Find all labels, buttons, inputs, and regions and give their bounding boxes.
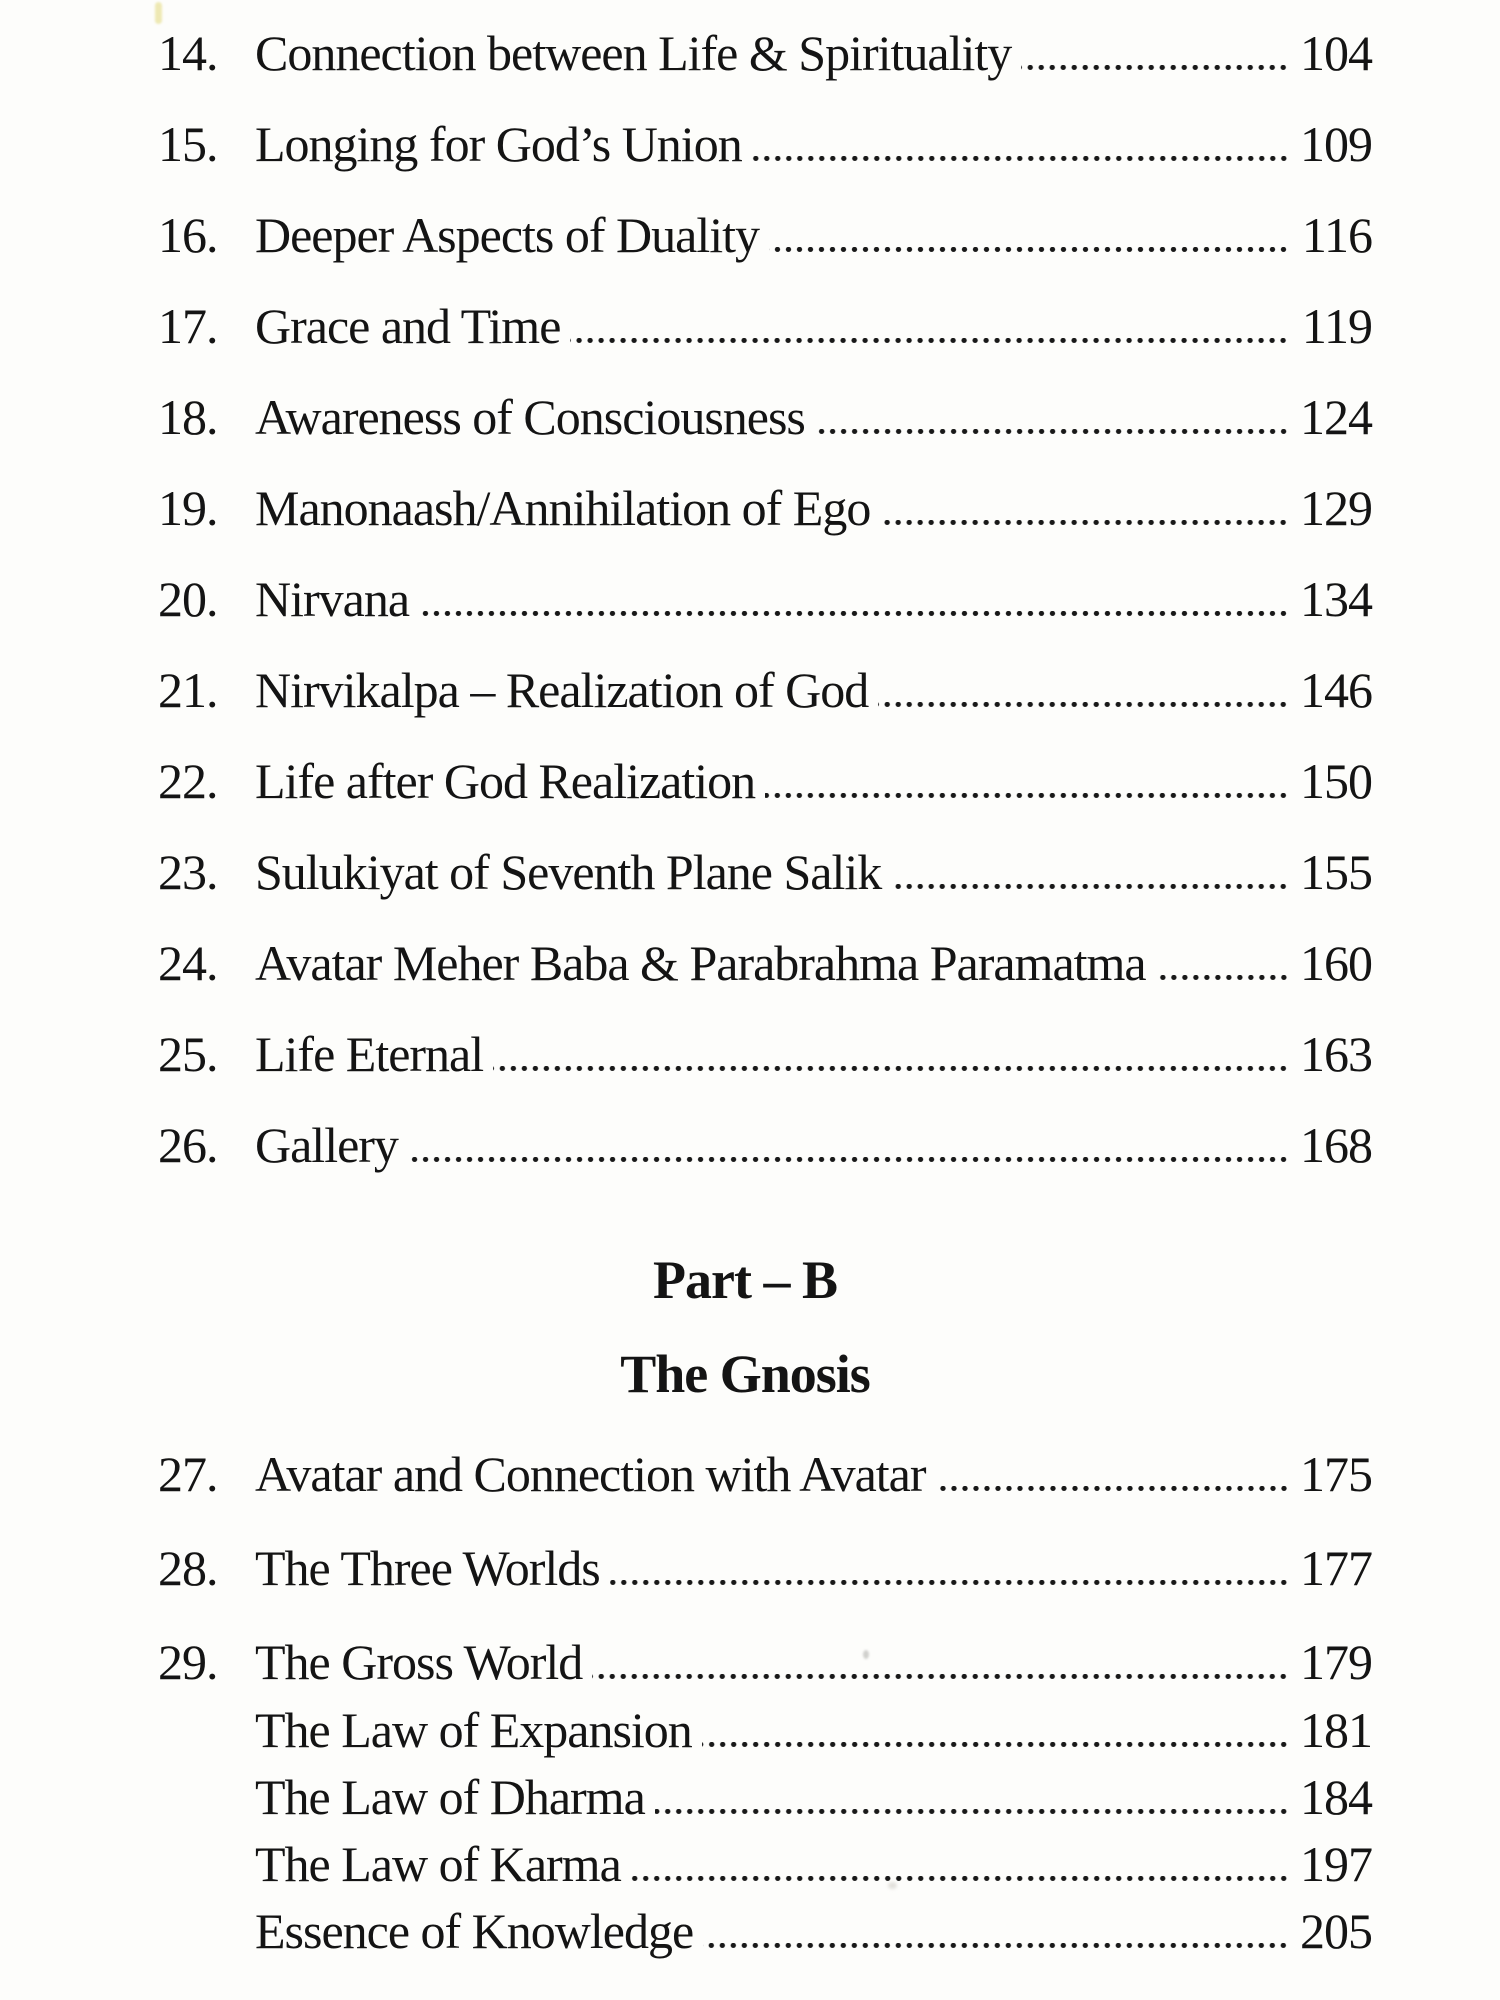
- entry-page-number: 155: [1300, 844, 1372, 900]
- toc-sub-entry: [158, 1697, 1372, 1764]
- toc-part-b-list: [158, 1427, 1372, 1709]
- entry-page-number: 146: [1300, 662, 1372, 718]
- toc-entry: [158, 463, 1372, 554]
- toc-entry: [158, 1427, 1372, 1521]
- entry-title: The Gross World: [255, 1634, 583, 1690]
- entry-title: Life after God Realization: [255, 753, 756, 809]
- dot-leader: [408, 1157, 1289, 1162]
- toc-entry: [158, 1615, 1372, 1709]
- entry-page-number: 177: [1300, 1540, 1372, 1596]
- entry-number: 17.: [158, 298, 218, 354]
- entry-title: Essence of Knowledge: [255, 1903, 694, 1959]
- toc-entry: [158, 99, 1372, 190]
- entry-title: Nirvana: [255, 571, 410, 627]
- entry-page-number: 129: [1300, 480, 1372, 536]
- dot-leader: [1156, 975, 1289, 980]
- entry-title: Nirvikalpa – Realization of God: [255, 662, 869, 718]
- entry-page-number: 109: [1300, 116, 1372, 172]
- entry-number: 16.: [158, 207, 218, 263]
- dot-leader: [769, 247, 1289, 252]
- entry-number: 15.: [158, 116, 218, 172]
- entry-page-number: 197: [1300, 1836, 1372, 1892]
- toc-entry: [158, 827, 1372, 918]
- dot-leader: [815, 429, 1289, 434]
- toc-entry: [158, 190, 1372, 281]
- toc-entry: [158, 736, 1372, 827]
- entry-number: 22.: [158, 753, 218, 809]
- entry-title: The Law of Dharma: [255, 1769, 645, 1825]
- entry-page-number: 134: [1300, 571, 1372, 627]
- entry-title: Sulukiyat of Seventh Plane Salik: [255, 844, 882, 900]
- toc-sub-entry: [158, 1764, 1372, 1831]
- entry-number: 19.: [158, 480, 218, 536]
- entry-page-number: 175: [1300, 1446, 1372, 1502]
- dot-leader: [880, 520, 1289, 525]
- entry-number: 27.: [158, 1446, 218, 1502]
- entry-page-number: 179: [1300, 1634, 1372, 1690]
- dot-leader: [703, 1943, 1289, 1948]
- dot-leader: [631, 1876, 1289, 1881]
- entry-page-number: 150: [1300, 753, 1372, 809]
- dot-leader: [752, 156, 1289, 161]
- entry-title: The Law of Expansion: [255, 1702, 692, 1758]
- entry-page-number: 205: [1300, 1903, 1372, 1959]
- part-b-subheading: The Gnosis: [620, 1344, 870, 1404]
- toc-entry: [158, 918, 1372, 1009]
- entry-number: 26.: [158, 1117, 218, 1173]
- toc-sub-entry: [158, 1831, 1372, 1898]
- entry-page-number: 168: [1300, 1117, 1372, 1173]
- toc-part-a-list: [158, 8, 1372, 1191]
- dot-leader: [765, 793, 1289, 798]
- entry-page-number: 184: [1300, 1769, 1372, 1825]
- toc-entry: [158, 8, 1372, 99]
- entry-number: 28.: [158, 1540, 218, 1596]
- entry-number: 20.: [158, 571, 218, 627]
- entry-page-number: 104: [1300, 25, 1372, 81]
- toc-entry: [158, 554, 1372, 645]
- entry-page-number: 124: [1300, 389, 1372, 445]
- toc-entry: [158, 281, 1372, 372]
- toc-entry: [158, 372, 1372, 463]
- entry-page-number: 181: [1300, 1702, 1372, 1758]
- entry-number: 14.: [158, 25, 218, 81]
- dot-leader: [702, 1742, 1289, 1747]
- entry-title: Life Eternal: [255, 1026, 484, 1082]
- entry-title: Deeper Aspects of Duality: [255, 207, 760, 263]
- toc-entry: [158, 645, 1372, 736]
- entry-title: Awareness of Consciousness: [255, 389, 805, 445]
- entry-title: Grace and Time: [255, 298, 561, 354]
- dot-leader: [655, 1809, 1289, 1814]
- entry-title: The Law of Karma: [255, 1836, 621, 1892]
- entry-title: Avatar and Connection with Avatar: [255, 1446, 926, 1502]
- entry-number: 25.: [158, 1026, 218, 1082]
- entry-title: Avatar Meher Baba & Parabrahma Paramatma: [255, 935, 1146, 991]
- entry-page-number: 119: [1301, 298, 1372, 354]
- dot-leader: [936, 1486, 1290, 1491]
- toc-entry: [158, 1100, 1372, 1191]
- dot-leader: [1021, 65, 1289, 70]
- entry-number: 18.: [158, 389, 218, 445]
- entry-number: 24.: [158, 935, 218, 991]
- entry-title: Connection between Life & Spirituality: [255, 25, 1012, 81]
- entry-title: Manonaash/Annihilation of Ego: [255, 480, 871, 536]
- dot-leader: [493, 1066, 1289, 1071]
- dot-leader: [610, 1580, 1289, 1585]
- dot-leader: [891, 884, 1289, 889]
- dot-leader: [570, 338, 1289, 343]
- entry-title: Gallery: [255, 1117, 398, 1173]
- entry-number: 29.: [158, 1634, 218, 1690]
- entry-number: 23.: [158, 844, 218, 900]
- toc-sub-entry: [158, 1898, 1372, 1965]
- entry-title: The Three Worlds: [255, 1540, 600, 1596]
- entry-title: Longing for God’s Union: [255, 116, 742, 172]
- dot-leader: [419, 611, 1289, 616]
- toc-entry: [158, 1009, 1372, 1100]
- entry-number: 21.: [158, 662, 218, 718]
- toc-entry: [158, 1521, 1372, 1615]
- entry-page-number: 160: [1300, 935, 1372, 991]
- entry-page-number: 163: [1300, 1026, 1372, 1082]
- entry-page-number: 116: [1301, 207, 1372, 263]
- part-b-heading: Part – B: [653, 1250, 837, 1310]
- dot-leader: [878, 702, 1289, 707]
- toc-sub-entry-list: [158, 1697, 1372, 1965]
- dot-leader: [592, 1674, 1289, 1679]
